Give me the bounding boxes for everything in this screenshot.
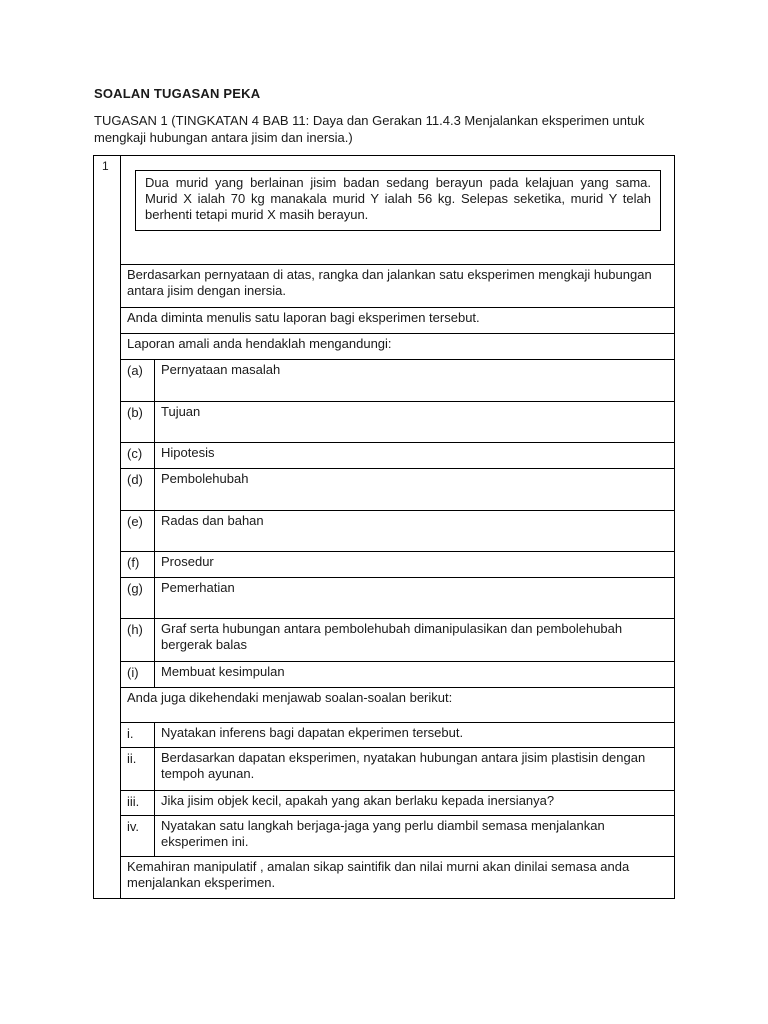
report-item-label: (a) xyxy=(121,360,155,401)
report-item-row xyxy=(121,359,674,401)
instruction-row xyxy=(121,333,674,359)
question-row xyxy=(121,722,674,747)
task-table xyxy=(93,155,675,899)
task-subtitle: TUGASAN 1 (TINGKATAN 4 BAB 11: Daya dan Gerakan 11.4.3 Menjalankan eksperimen untuk mengkaji hubungan antara jisim dan inersia.) xyxy=(94,113,645,145)
report-item-text: Hipotesis xyxy=(161,445,215,460)
question-row xyxy=(121,815,674,856)
report-item-label: (c) xyxy=(121,443,155,468)
report-item-text: Prosedur xyxy=(161,554,214,569)
assessment-note-row xyxy=(121,856,674,900)
question-text: Jika jisim objek kecil, apakah yang akan berlaku kepada inersianya? xyxy=(161,793,555,808)
assessment-note: Kemahiran manipulatif , amalan sikap saintifik dan nilai murni akan dinilai semasa anda menjalankan eksperimen. xyxy=(127,859,630,890)
question-number-column xyxy=(94,156,121,898)
report-item-label: (i) xyxy=(121,662,155,687)
question-label: iii. xyxy=(121,791,155,815)
question-label: ii. xyxy=(121,748,155,790)
scenario-box: Dua murid yang berlainan jisim badan sedang berayun pada kelajuan yang sama. Murid X ialah 70 kg manakala murid Y ialah 56 kg. Selepas seketika, murid Y telah berhenti tetapi murid X masih berayun. xyxy=(135,170,661,231)
report-item-text: Radas dan bahan xyxy=(161,513,264,528)
instruction-text: Anda juga dikehendaki menjawab soalan-soalan berikut: xyxy=(127,690,453,705)
report-item-row xyxy=(121,618,674,661)
report-item-row xyxy=(121,661,674,687)
question-label: i. xyxy=(121,723,155,747)
report-item-label: (h) xyxy=(121,619,155,661)
report-item-row xyxy=(121,468,674,510)
question-number: 1 xyxy=(102,159,109,173)
report-item-row xyxy=(121,401,674,442)
scenario-row xyxy=(121,156,674,264)
instruction-text: Laporan amali anda hendaklah mengandungi: xyxy=(127,336,392,351)
report-item-row xyxy=(121,510,674,551)
report-item-text: Pemerhatian xyxy=(161,580,235,595)
instruction-row xyxy=(121,264,674,307)
report-item-row xyxy=(121,442,674,468)
report-item-row xyxy=(121,551,674,577)
instruction-text: Berdasarkan pernyataan di atas, rangka dan jalankan satu eksperimen mengkaji hubungan antara jisim dengan inersia. xyxy=(127,267,652,298)
report-item-label: (g) xyxy=(121,578,155,618)
page-title: SOALAN TUGASAN PEKA xyxy=(94,86,261,101)
report-item-row xyxy=(121,577,674,618)
instruction-row xyxy=(121,687,674,722)
question-row xyxy=(121,747,674,790)
report-item-label: (e) xyxy=(121,511,155,551)
report-item-text: Graf serta hubungan antara pembolehubah dimanipulasikan dan pembolehubah bergerak balas xyxy=(161,621,623,652)
report-item-label: (b) xyxy=(121,402,155,442)
report-item-text: Membuat kesimpulan xyxy=(161,664,285,679)
question-row xyxy=(121,790,674,815)
instruction-text: Anda diminta menulis satu laporan bagi eksperimen tersebut. xyxy=(127,310,480,325)
instruction-row xyxy=(121,307,674,333)
report-item-text: Pernyataan masalah xyxy=(161,362,281,377)
report-item-label: (d) xyxy=(121,469,155,510)
report-item-text: Pembolehubah xyxy=(161,471,249,486)
report-item-text: Tujuan xyxy=(161,404,201,419)
task-content xyxy=(121,156,674,898)
question-label: iv. xyxy=(121,816,155,856)
report-item-label: (f) xyxy=(121,552,155,577)
question-text: Berdasarkan dapatan eksperimen, nyatakan hubungan antara jisim plastisin dengan tempoh ayunan. xyxy=(161,750,646,781)
question-text: Nyatakan inferens bagi dapatan ekperimen tersebut. xyxy=(161,725,464,740)
question-text: Nyatakan satu langkah berjaga-jaga yang perlu diambil semasa menjalankan eksperimen ini. xyxy=(161,818,605,849)
